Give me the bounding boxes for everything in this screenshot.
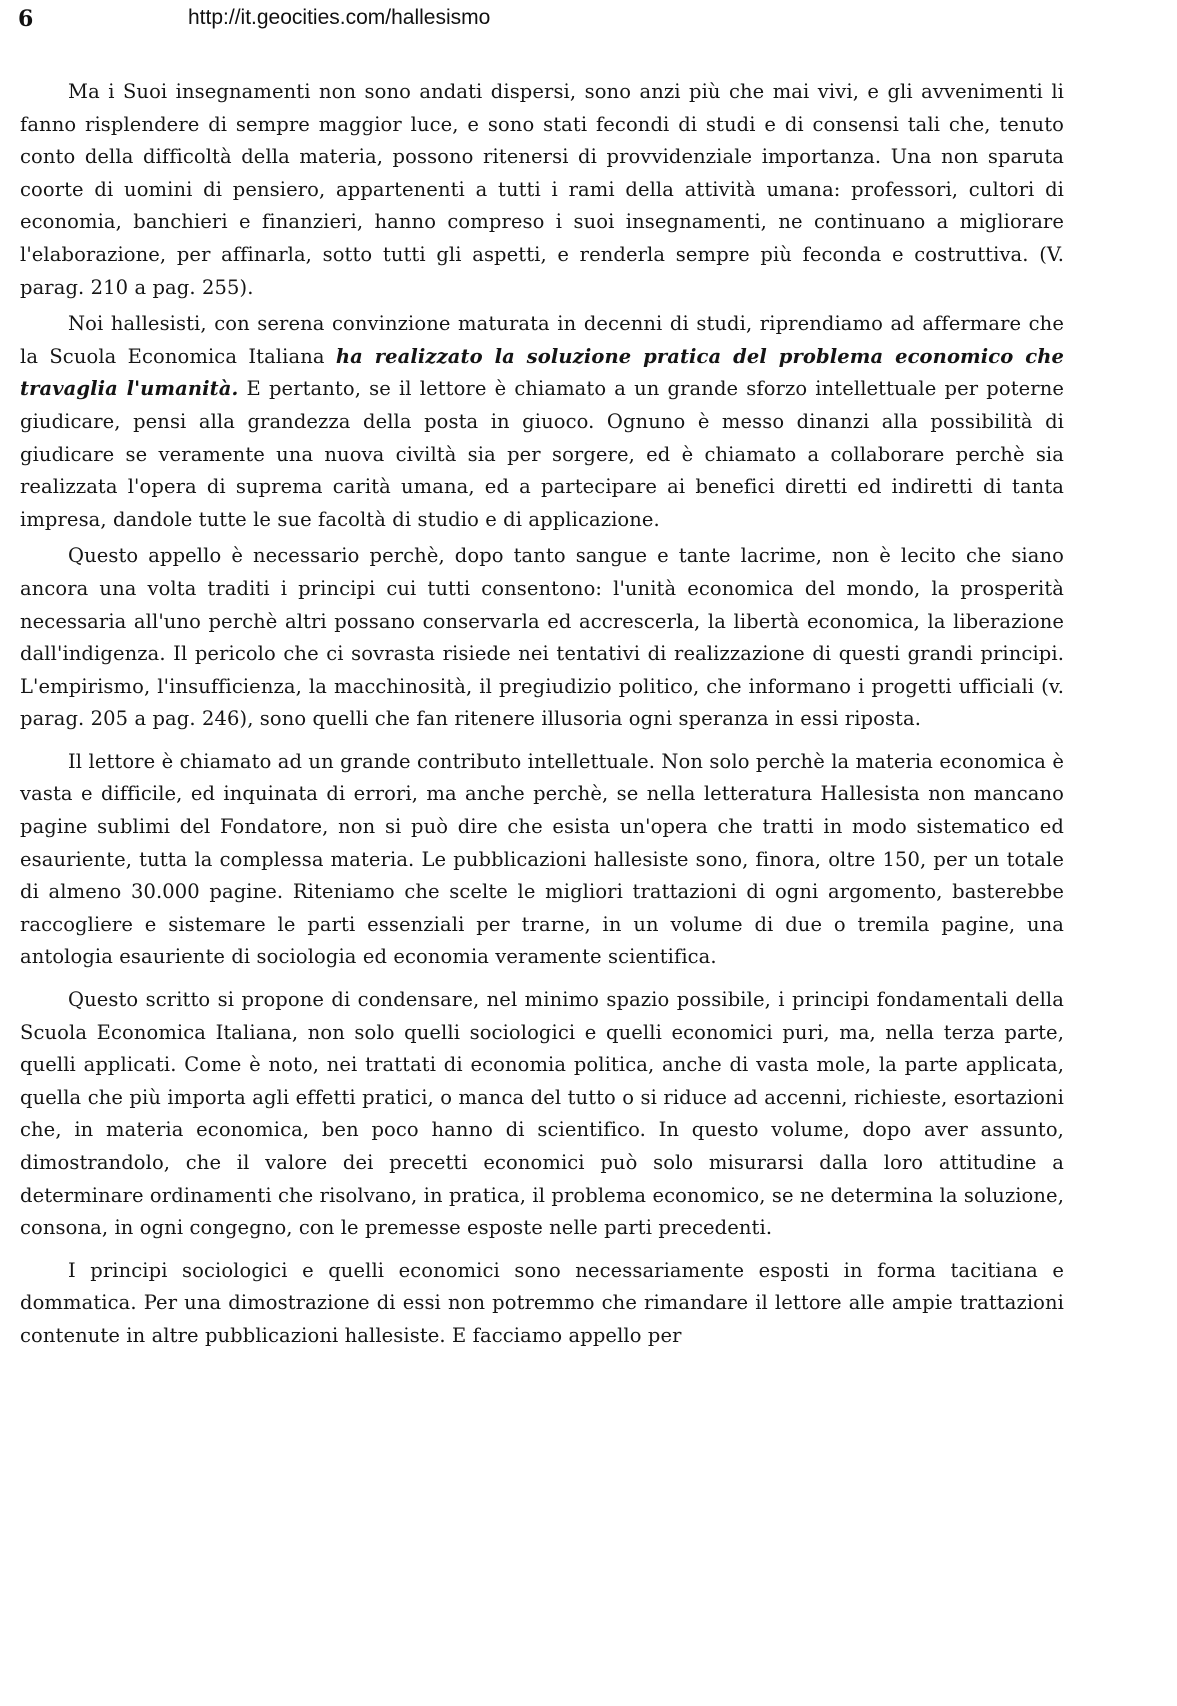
page-number: 6 — [18, 6, 34, 32]
body-text — [20, 76, 1064, 1353]
paragraph-1: Ma i Suoi insegnamenti non sono andati dispersi, sono anzi più che mai vivi, e gli avvenimenti li fanno risplendere di sempre maggior luce, e sono stati fecondi di studi e di consensi tali che, tenuto conto della difficoltà della materia, possono ritenersi di provvidenziale importanza. Una non sparuta coorte di uomini di pensiero, appartenenti a tutti i rami della attività umana: professori, cultori di economia, banchieri e finanzieri, hanno compreso i suoi insegnamenti, ne continuano a migliorare l'elaborazione, per affinarla, sotto tutti gli aspetti, e renderla sempre più feconda e costruttiva. (V. parag. 210 a pag. 255). — [20, 80, 1064, 299]
paragraph-4: Il lettore è chiamato ad un grande contributo intellettuale. Non solo perchè la materia economica è vasta e difficile, ed inquinata di errori, ma anche perchè, se nella letteratura Hallesista non mancano pagine sublimi del Fondatore, non si può dire che esista un'opera che tratti in modo sistematico ed esauriente, tutta la complessa materia. Le pubblicazioni hallesiste sono, finora, oltre 150, per un totale di almeno 30.000 pagine. Riteniamo che scelte le migliori trattazioni di ogni argomento, basterebbe raccogliere e sistemare le parti essenziali per trarne, in un volume di due o tremila pagine, una antologia esauriente di sociologia ed economia veramente scientifica. — [20, 749, 1064, 969]
paragraph-2 — [20, 308, 1064, 536]
page-header — [18, 4, 1159, 36]
paragraph-2-text-before: Noi hallesisti, con serena convinzione maturata in decenni di studi, riprendiamo ad affermare che la Scuola Economica Italiana — [20, 312, 1064, 368]
paragraph-3: Questo appello è necessario perchè, dopo tanto sangue e tante lacrime, non è lecito che siano ancora una volta traditi i principi cui tutti consentono: l'unità economica del mondo, la prosperità necessaria all'uno perchè altri possano conservarla ed accrescerla, la libertà economica, la liberazione dall'indigenza. Il pericolo che ci sovrasta risiede nei tentativi di realizzazione di questi grandi principi. L'empirismo, l'insufficienza, la macchinosità, il pregiudizio politico, che informano i progetti ufficiali (v. parag. 205 a pag. 246), sono quelli che fan ritenere illusoria ogni speranza in essi riposta. — [20, 544, 1064, 731]
paragraph-2-text-after: E pertanto, se il lettore è chiamato a un grande sforzo intellettuale per poterne giudicare, pensi alla grandezza della posta in giuoco. Ognuno è messo dinanzi alla possibilità di giudicare se veramente una nuova civiltà sia per sorgere, ed è chiamato a collaborare perchè sia realizzata l'opera di suprema carità umana, ed a partecipare ai benefici diretti ed indiretti di tanta impresa, dandole tutte le sue facoltà di studio e di applicazione. — [20, 377, 1064, 531]
paragraph-5: Questo scritto si propone di condensare, nel minimo spazio possibile, i principi fondamentali della Scuola Economica Italiana, non solo quelli sociologici e quelli economici puri, ma, nella terza parte, quelli applicati. Come è noto, nei trattati di economia politica, anche di vasta mole, la parte applicata, quella che più importa agli effetti pratici, o manca del tutto o si riduce ad accenni, richieste, esortazioni che, in materia economica, ben poco hanno di scientifico. In questo volume, dopo aver assunto, dimostrandolo, che il valore dei precetti economici può solo misurarsi dalla loro attitudine a determinare ordinamenti che risolvano, in pratica, il problema economico, se ne determina la soluzione, consona, in ogni congegno, con le premesse esposte nelle parti precedenti. — [20, 988, 1064, 1240]
paragraph-2-emphasis: ha realizzato la soluzione pratica del problema economico che travaglia l'umanità. — [20, 344, 1064, 401]
paragraph-6: I principi sociologici e quelli economici sono necessariamente esposti in forma tacitiana e dommatica. Per una dimostrazione di essi non potremmo che rimandare il lettore alle ampie trattazioni contenute in altre pubblicazioni hallesiste. E facciamo appello per — [20, 1258, 1064, 1347]
source-url: http://it.geocities.com/hallesismo — [188, 6, 491, 29]
